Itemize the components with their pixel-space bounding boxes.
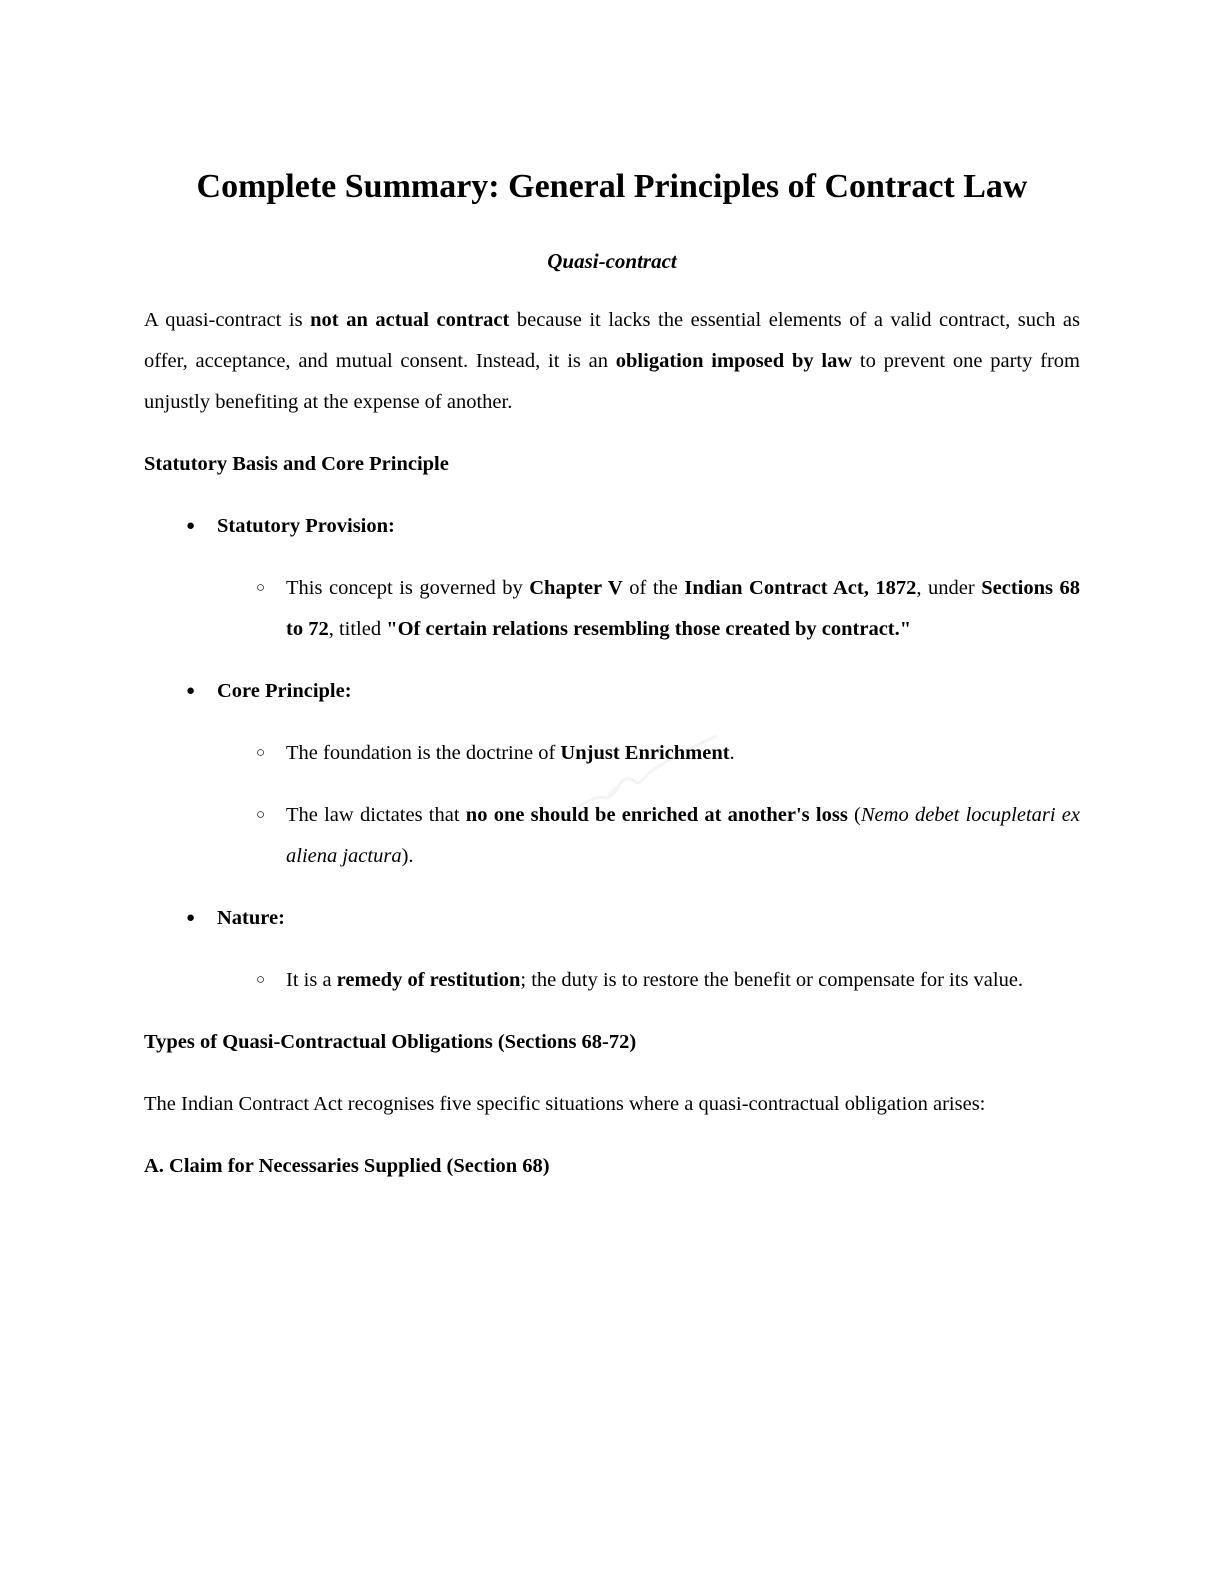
heading-types-of-obligations: Types of Quasi-Contractual Obligations (Sections 68-72) [144,1031,637,1053]
bullet-text: Nature: [217,907,285,929]
bullet-text: It is a remedy of restitution; the duty is to restore the benefit or compensate for its value. [286,969,1024,991]
bullet-text: The law dictates that no one should be enriched at another's loss (Nemo debet locupletari ex aliena jactura). [286,804,1080,867]
page-title: Complete Summary: General Principles of Contract Law [196,168,1028,205]
bullet-text: Core Principle: [217,680,352,702]
page-subtitle: Quasi-contract [547,249,677,273]
bullet-text: Statutory Provision: [217,515,395,537]
bullet-statutory-provision [144,506,1080,547]
bullet-disc-icon: ● [186,518,196,534]
bullet-disc-icon: ● [186,683,196,699]
paragraph-five-situations: The Indian Contract Act recognises five specific situations where a quasi-contractual obligation arises: [144,1093,986,1115]
bullet-circle-icon: ○ [256,580,266,596]
heading-claim-for-necessaries: A. Claim for Necessaries Supplied (Section 68) [144,1155,550,1177]
bullet-circle-icon: ○ [256,807,266,823]
paragraph-quasi-contract-definition: A quasi-contract is not an actual contract because it lacks the essential elements of a valid contract, such as offer, acceptance, and mutual consent. Instead, it is an obligation imposed by law to prevent one party from unjustly benefiting at the expense of another. [144,309,1081,413]
bullet-remedy-restitution [144,960,1080,1001]
bullet-nemo-debet [144,795,1080,877]
bullet-circle-icon: ○ [256,745,266,761]
bullet-circle-icon: ○ [256,972,266,988]
bullet-chapter-v-provision [144,568,1080,650]
bullet-core-principle [144,671,1080,712]
bullet-nature [144,898,1080,939]
bullet-text: The foundation is the doctrine of Unjust Enrichment. [286,742,735,764]
bullet-unjust-enrichment [144,733,1080,774]
bullet-text: This concept is governed by Chapter V of the Indian Contract Act, 1872, under Sections 68 to 72, titled "Of certain relations resembling those created by contract." [286,577,1080,640]
bullet-disc-icon: ● [186,910,196,926]
heading-statutory-basis: Statutory Basis and Core Principle [144,453,449,475]
